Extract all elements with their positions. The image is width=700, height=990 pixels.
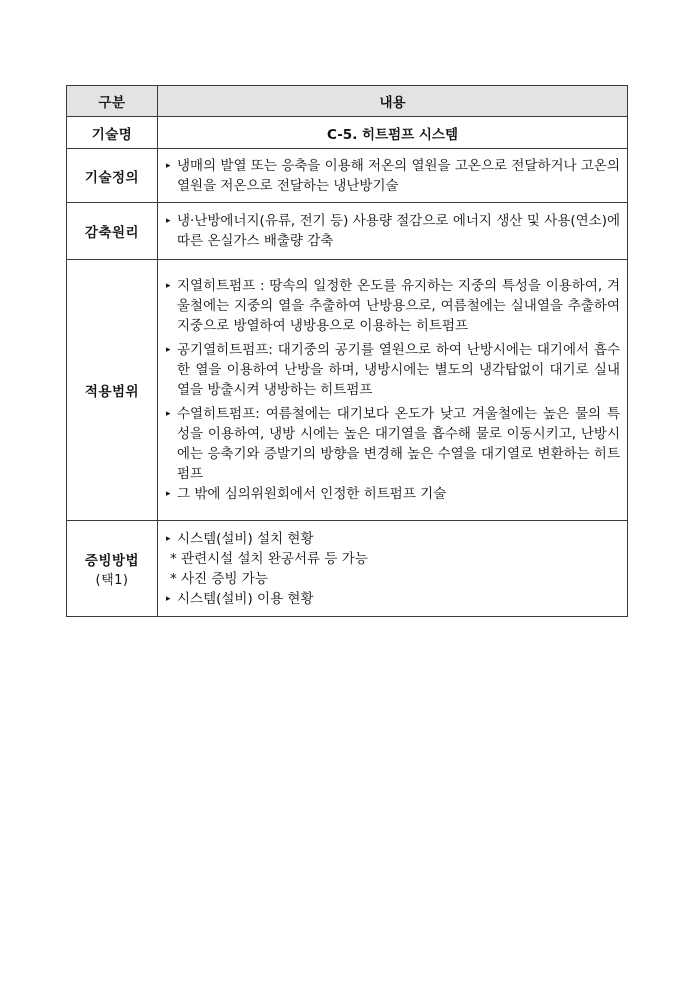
bullet-icon: ▸ [166, 281, 171, 291]
proof-method-content [158, 521, 628, 617]
tech-name-value: C-5. 히트펌프 시스템 [158, 117, 628, 149]
proof-item-install-status: ▸ 시스템(설비) 설치 현황 [166, 530, 314, 547]
bullet-icon: ▸ [166, 345, 171, 355]
header-category: 구분 [67, 86, 158, 117]
proof-method-row [67, 521, 628, 617]
proof-method-sublabel: (택1) [95, 573, 129, 588]
proof-note-documents: * 관련시설 설치 완공서류 등 가능 [170, 550, 368, 567]
bullet-icon: ▸ [166, 489, 171, 499]
scope-item-other: ▸ 그 밖에 심의위원회에서 인정한 히트펌프 기술 [166, 486, 447, 502]
scope-content [158, 260, 628, 521]
definition-content [158, 149, 628, 203]
scope-item-geothermal: ▸ 지열히트펌프 : 땅속의 일정한 온도를 유지하는 지중의 특성을 이용하여, 겨울철에는 지중의 열을 추출하여 난방용으로, 여름철에는 실내열을 추출하여 지중으로 방열하여 냉방용으로 이용하는 히트펌프 [166, 278, 620, 334]
proof-method-label: 증빙방법 (택1) [67, 521, 158, 617]
scope-label: 적용범위 [67, 260, 158, 521]
reduction-principle-label: 감축원리 [67, 203, 158, 260]
tech-name-row [67, 117, 628, 149]
scope-item-air-source: ▸ 공기열히트펌프: 대기중의 공기를 열원으로 하여 난방시에는 대기에서 흡수한 열을 이용하여 난방을 하며, 냉방시에는 별도의 냉각탑없이 대기로 실내열을 방출시켜 냉방하는 히트펌프 [166, 342, 620, 398]
bullet-icon: ▸ [166, 160, 171, 171]
proof-note-photos: * 사진 증빙 가능 [170, 570, 268, 587]
scope-row [67, 260, 628, 521]
definition-row [67, 149, 628, 203]
definition-label: 기술정의 [67, 149, 158, 203]
scope-item-water-source: ▸ 수열히트펌프: 여름철에는 대기보다 온도가 낮고 겨울철에는 높은 물의 특성을 이용하여, 냉방 시에는 높은 대기열을 흡수해 물로 이동시키고, 난방시에는 응축기와 증발기의 방향을 변경해 높은 수열을 대기열로 변환하는 히트펌프 [166, 406, 620, 482]
reduction-principle-row [67, 203, 628, 260]
reduction-principle-content [158, 203, 628, 260]
bullet-icon: ▸ [166, 593, 171, 604]
header-content: 내용 [158, 86, 628, 117]
technology-spec-table [66, 85, 628, 617]
reduction-principle-item: ▸ 냉·난방에너지(유류, 전기 등) 사용량 절감으로 에너지 생산 및 사용(연소)에 따른 온실가스 배출량 감축 [166, 213, 620, 249]
bullet-icon: ▸ [166, 409, 171, 419]
bullet-icon: ▸ [166, 216, 171, 226]
definition-item: ▸ 냉매의 발열 또는 응축을 이용해 저온의 열원을 고온으로 전달하거나 고온의 열원을 저온으로 전달하는 냉난방기술 [166, 157, 620, 194]
bullet-icon: ▸ [166, 533, 171, 544]
proof-item-usage-status: ▸ 시스템(설비) 이용 현황 [166, 590, 314, 607]
header-row [67, 86, 628, 117]
tech-name-label: 기술명 [67, 117, 158, 149]
